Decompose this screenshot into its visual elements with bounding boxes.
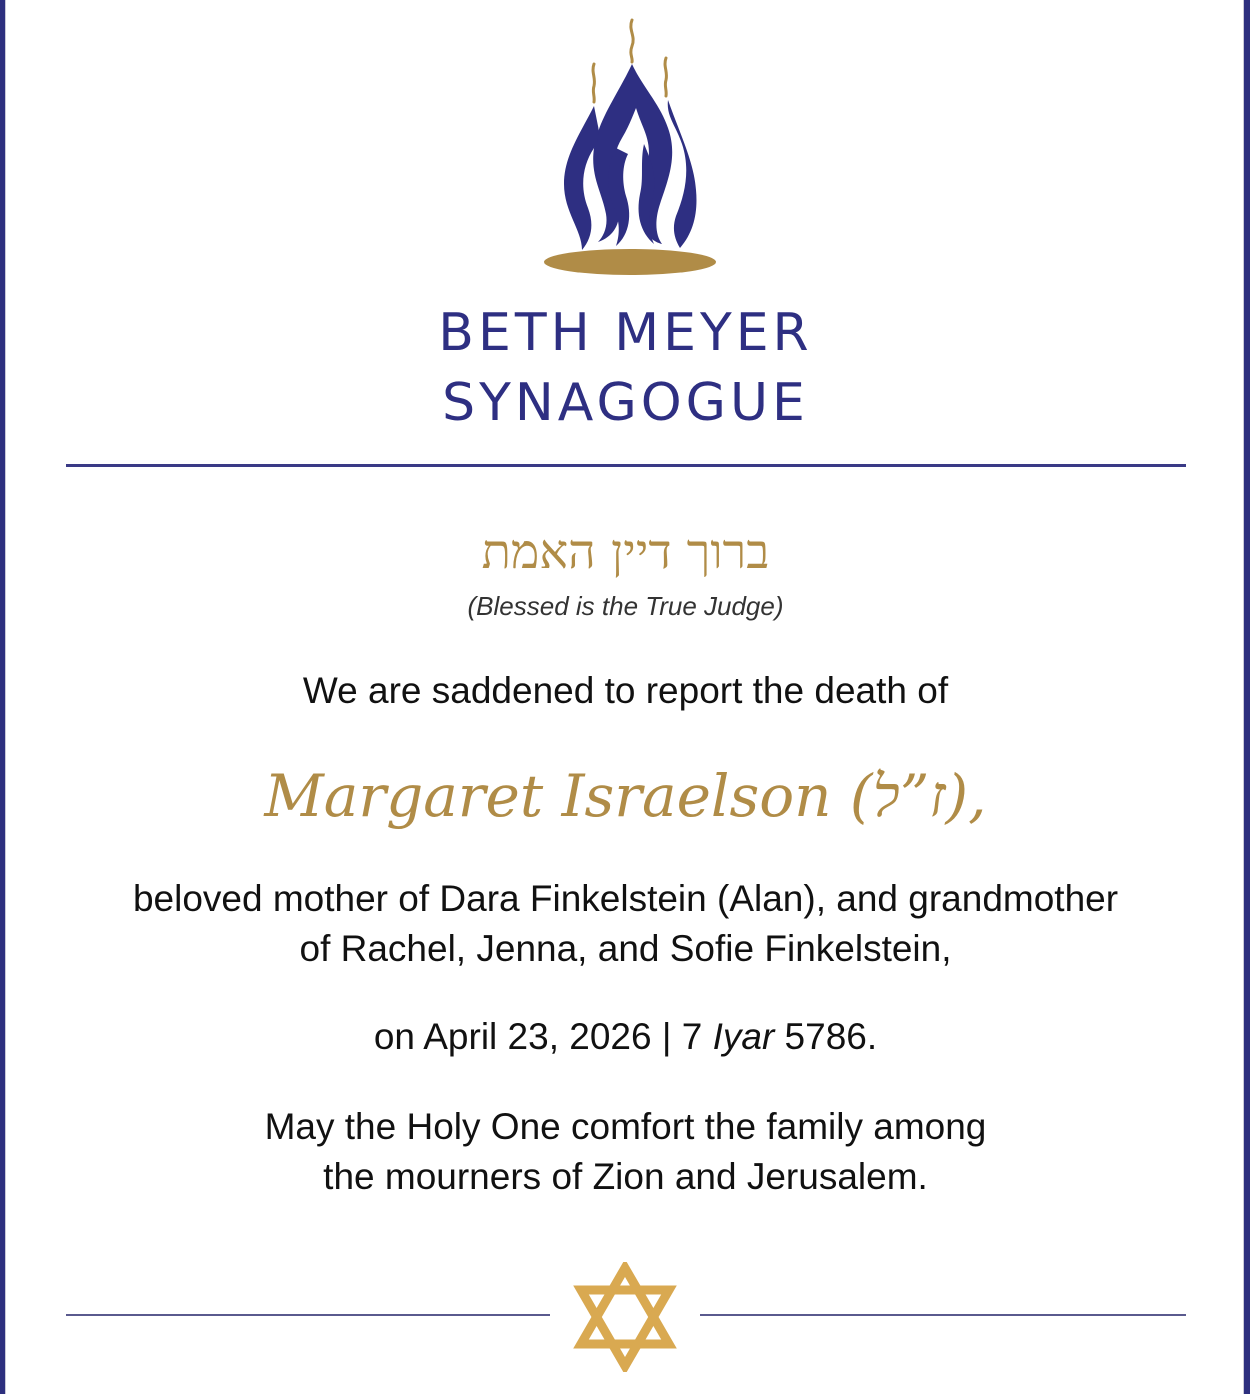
hebrew-month: Iyar (712, 1016, 775, 1057)
star-of-david-icon (573, 1262, 677, 1372)
footer-divider-left (66, 1314, 550, 1316)
organization-name-line1: BETH MEYER (438, 303, 813, 363)
flame-logo-icon (536, 16, 726, 280)
footer-divider-right (700, 1314, 1186, 1316)
obituary-notice-card (5, 0, 1244, 1394)
relations-line2: of Rachel, Jenna, and Sofie Finkelstein, (299, 928, 952, 969)
closing-line2: the mourners of Zion and Jerusalem. (323, 1156, 928, 1197)
date-suffix: 5786. (774, 1016, 878, 1057)
hebrew-blessing: ברוך דיין האמת (481, 524, 770, 580)
deceased-name: Margaret Israelson (ז”ל), (264, 762, 987, 830)
date-prefix: on April 23, 2026 | 7 (373, 1016, 713, 1057)
date-line (6, 1012, 1245, 1062)
header-divider (66, 464, 1186, 467)
blessing-translation: (Blessed is the True Judge) (467, 591, 784, 621)
closing-line1: May the Holy One comfort the family among (264, 1106, 987, 1147)
organization-name-line2: SYNAGOGUE (442, 373, 809, 433)
relations-line1: beloved mother of Dara Finkelstein (Alan), and grandmother (132, 878, 1119, 919)
intro-text: We are saddened to report the death of (302, 670, 949, 711)
